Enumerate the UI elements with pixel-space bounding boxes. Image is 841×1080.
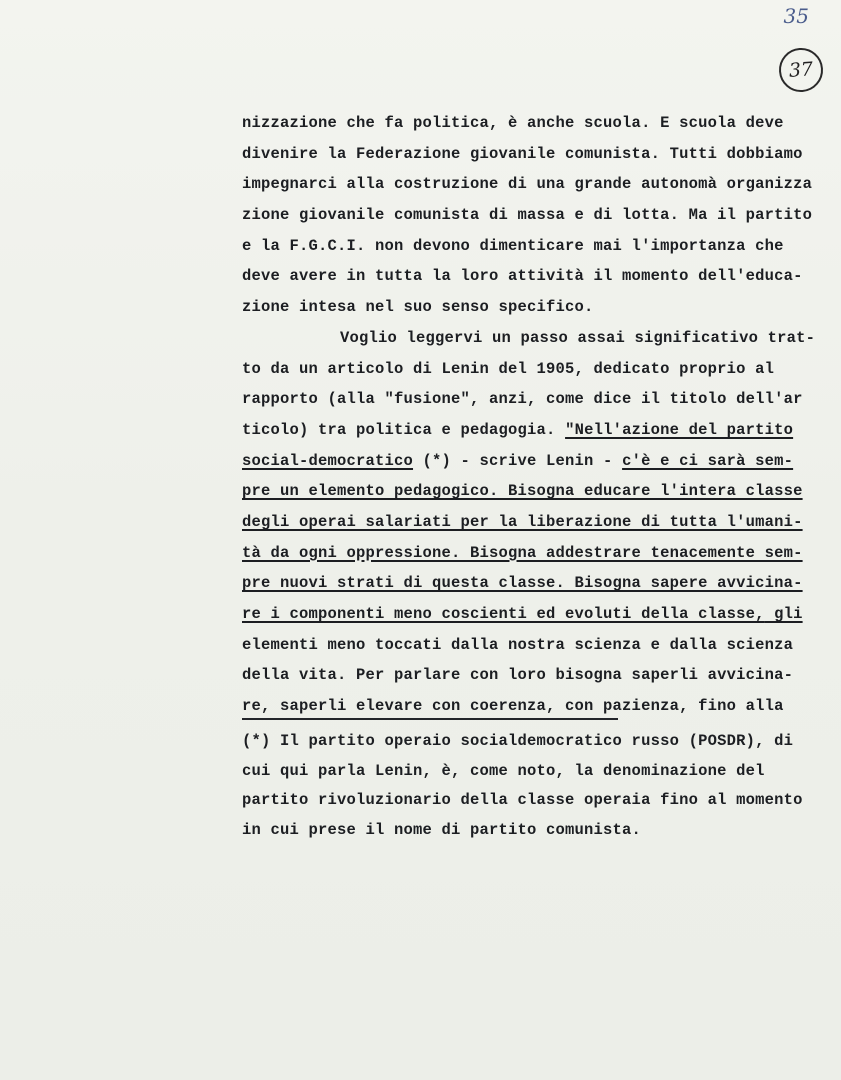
footnote-line: (*) Il partito operaio socialdemocratico russo (POSDR), di (242, 732, 794, 750)
footnote-line: cui qui parla Lenin, è, come noto, la denominazione del (242, 761, 765, 780)
text-line: zione intesa nel suo senso specifico. (242, 298, 594, 317)
text-segment: ticolo) tra politica e pedagogia. (242, 420, 566, 439)
underlined-quote: "Nell'azione del partito (565, 420, 794, 439)
text-line: nizzazione che fa politica, è anche scuola. E scuola deve (242, 114, 784, 132)
footnote-line: partito rivoluzionario della classe operaia fino al momento (242, 791, 803, 809)
footnote (242, 727, 822, 845)
text-segment: (*) - scrive Lenin - (413, 451, 623, 470)
text-line (242, 599, 822, 630)
circled-page-number: 37 (778, 47, 825, 94)
text-line: re, saperli elevare con coerenza, con pazienza, fino alla (242, 697, 784, 716)
underlined-quote: c'è e ci sarà sem- (622, 451, 794, 470)
text-line: e la F.G.C.I. non devono dimenticare mai l'importanza che (242, 236, 784, 255)
underlined-quote-line: pre un elemento pedagogico. Bisogna educare l'intera classe (242, 482, 803, 501)
text-line: impegnarci alla costruzione di una grande autonomà organizza (242, 175, 813, 194)
underlined-quote: gli (764, 605, 803, 623)
text-line: rapporto (alla "fusione", anzi, come dice il titolo dell'ar (242, 390, 803, 409)
underlined-quote-line: pre nuovi strati di questa classe. Bisogna sapere avvicina- (242, 574, 803, 593)
text-line: divenire la Federazione giovanile comunista. Tutti dobbiamo (242, 144, 803, 163)
underlined-quote: re i componenti meno coscienti ed evoluti della classe, (242, 605, 765, 623)
text-line: to da un articolo di Lenin del 1905, dedicato proprio al (242, 359, 775, 378)
footnote-line: in cui prese il nome di partito comunista. (242, 820, 642, 839)
footnote-separator (242, 718, 618, 720)
text-line (242, 446, 822, 477)
text-line: deve avere in tutta la loro attività il momento dell'educa- (242, 267, 803, 286)
underlined-quote: social-democratico (242, 451, 414, 470)
underlined-quote-line: tà da ogni oppressione. Bisogna addestrare tenacemente sem- (242, 543, 803, 562)
text-line: zione giovanile comunista di massa e di lotta. Ma il partito (242, 206, 813, 225)
folio-number: 35 (783, 4, 809, 28)
underlined-quote-line: degli operai salariati per la liberazione di tutta l'umani- (242, 512, 803, 531)
text-line-indented: Voglio leggervi un passo assai significativo trat- (340, 328, 816, 347)
text-line (242, 415, 822, 446)
text-line: elementi meno toccati dalla nostra scienza e dalla scienza (242, 635, 794, 654)
body-text (242, 108, 822, 722)
text-line: della vita. Per parlare con loro bisogna saperli avvicina- (242, 666, 794, 685)
